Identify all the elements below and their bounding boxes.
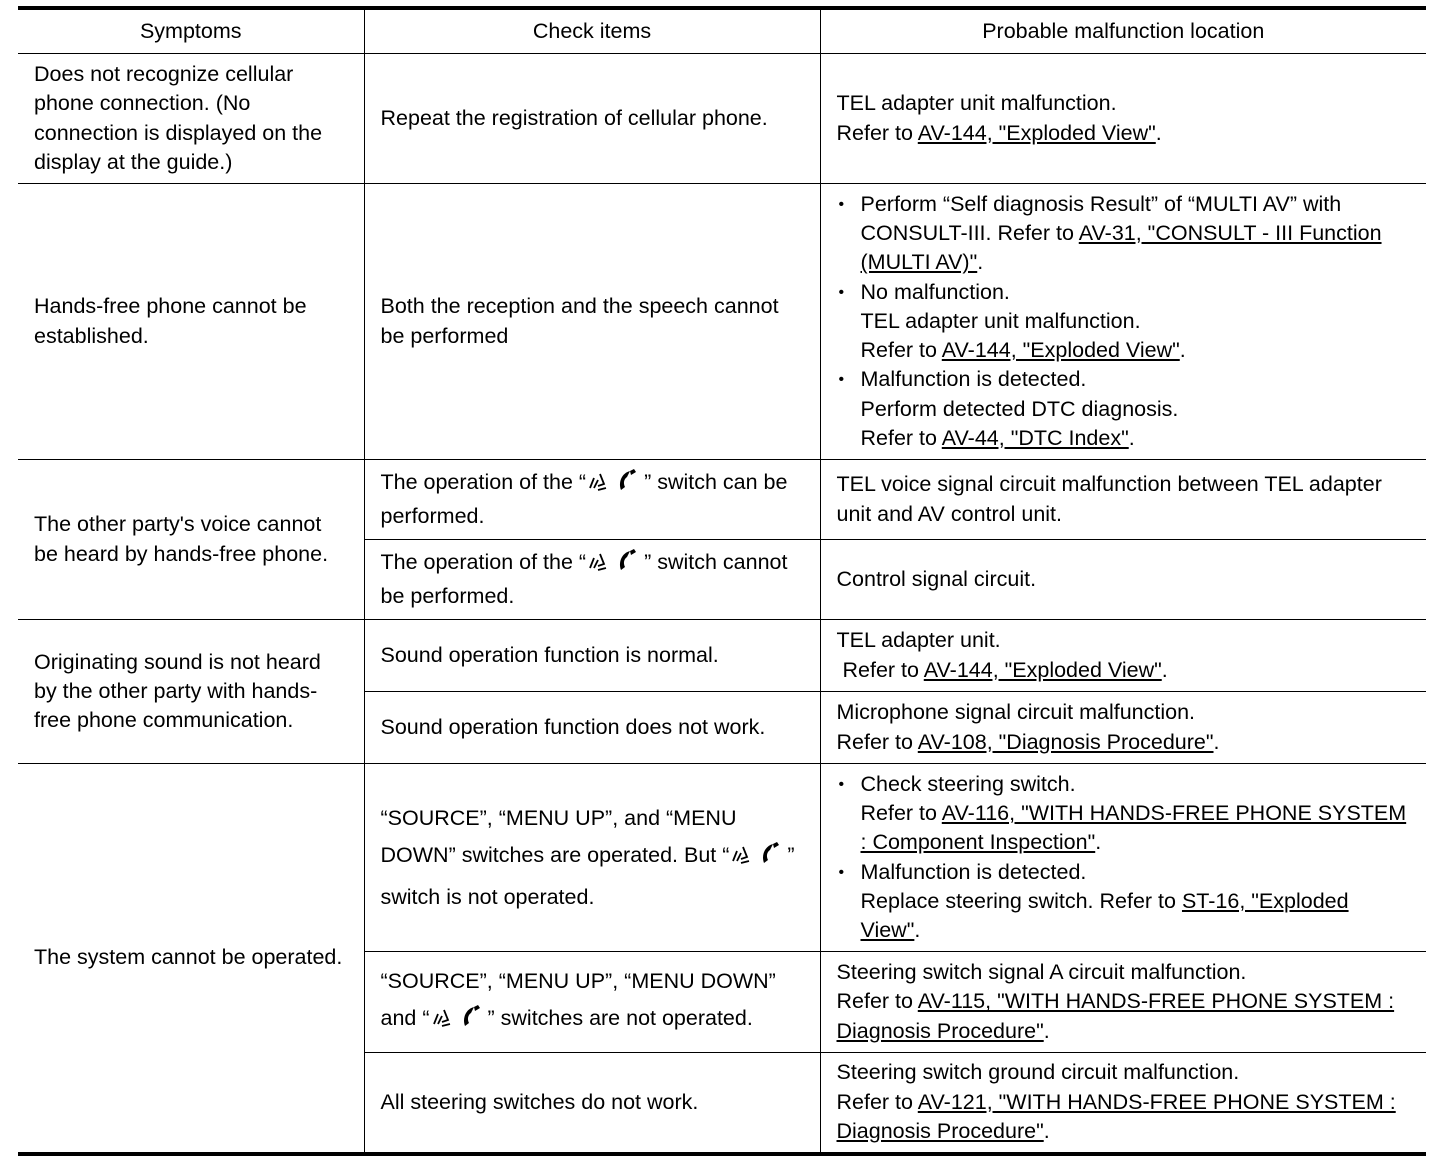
table-row: [18, 620, 1426, 692]
location-text: Perform “Self diagnosis Result” of “MULTI AV” with CONSULT-III. Refer to: [860, 191, 1342, 245]
refer-text: Refer to: [842, 657, 919, 682]
location-cell: [820, 692, 1426, 764]
symptom-cell: Hands-free phone cannot be established.: [18, 184, 364, 460]
location-cell: Control signal circuit.: [820, 540, 1426, 620]
period: .: [1161, 657, 1168, 682]
period: .: [977, 250, 984, 275]
symptom-cell: The system cannot be operated.: [18, 764, 364, 1154]
list-item: [837, 858, 1413, 946]
header-check-items: Check items: [364, 8, 820, 54]
refer-text: Refer to: [836, 729, 913, 754]
check-text: The operation of the “: [380, 469, 587, 494]
table-row: [18, 54, 1426, 184]
period: .: [1043, 1118, 1050, 1143]
refer-text: Refer to: [860, 426, 937, 451]
diagnosis-table: [18, 6, 1426, 1156]
ref-link[interactable]: ST-16, "Exploded View": [860, 888, 1349, 943]
phone-switch-icon: [586, 468, 644, 502]
list-item: [837, 190, 1413, 278]
header-malfunction-location: Probable malfunction location: [820, 8, 1426, 54]
location-cell: [820, 952, 1426, 1053]
ref-link[interactable]: AV-116, "WITH HANDS-FREE PHONE SYSTEM : Component Inspection": [860, 800, 1407, 855]
check-text: ” switches are not operated.: [487, 1005, 753, 1030]
check-text: The operation of the “: [380, 549, 587, 574]
check-cell: Repeat the registration of cellular phone.: [364, 54, 820, 184]
location-text: Steering switch signal A circuit malfunction.: [836, 960, 1247, 985]
ref-link[interactable]: AV-115, "WITH HANDS-FREE PHONE SYSTEM : Diagnosis Procedure": [836, 989, 1395, 1043]
ref-link[interactable]: AV-44, "DTC Index": [941, 426, 1129, 451]
location-text: Perform detected DTC diagnosis.: [860, 396, 1179, 421]
period: .: [1213, 729, 1220, 754]
check-cell: [364, 540, 820, 620]
list-item: [837, 278, 1413, 366]
location-text: • Check steering switch.: [860, 771, 1076, 796]
ref-link[interactable]: AV-31, "CONSULT - III Function (MULTI AV)": [860, 220, 1382, 275]
check-text: “SOURCE”, “MENU UP”, “MENU DOWN” and “: [380, 968, 776, 1030]
location-cell: TEL voice signal circuit malfunction between TEL adapter unit and AV control unit.: [820, 460, 1426, 540]
check-text: ” switch can be performed.: [380, 469, 788, 528]
header-symptoms: Symptoms: [18, 8, 364, 54]
phone-switch-icon: [430, 1004, 488, 1042]
period: .: [1043, 1018, 1050, 1043]
location-text: Replace steering switch. Refer to: [860, 888, 1176, 913]
symptom-cell: Originating sound is not heard by the other party with hands-free phone communication.: [18, 620, 364, 764]
phone-switch-icon: [586, 548, 644, 582]
check-cell: All steering switches do not work.: [364, 1053, 820, 1154]
check-cell: [364, 460, 820, 540]
refer-text: Refer to: [860, 800, 937, 825]
list-item: [837, 770, 1413, 858]
location-cell: [820, 1053, 1426, 1154]
symptom-cell: Does not recognize cellular phone connection. (No connection is displayed on the display at the guide.): [18, 54, 364, 184]
period: .: [1155, 120, 1162, 145]
check-text: ” switch cannot be performed.: [380, 549, 788, 608]
refer-text: Refer to: [836, 1089, 913, 1114]
table-row: [18, 764, 1426, 952]
location-cell: [820, 54, 1426, 184]
location-cell: [820, 620, 1426, 692]
period: .: [1179, 338, 1186, 363]
bullet-list: [837, 770, 1413, 946]
location-text: Steering switch ground circuit malfunction.: [836, 1060, 1240, 1085]
table-header-row: [18, 8, 1426, 54]
ref-link[interactable]: AV-144, "Exploded View": [941, 338, 1180, 363]
check-text: “SOURCE”, “MENU UP”, and “MENU DOWN” switches are operated. But “: [380, 805, 737, 867]
refer-text: Refer to: [836, 120, 913, 145]
table-row: [18, 460, 1426, 540]
ref-link[interactable]: AV-108, "Diagnosis Procedure": [917, 729, 1214, 754]
location-cell: [820, 764, 1426, 952]
location-text: • No malfunction.: [860, 279, 1010, 304]
location-text: TEL adapter unit.: [836, 628, 1001, 653]
check-cell: Sound operation function does not work.: [364, 692, 820, 764]
refer-text: Refer to: [860, 338, 937, 363]
period: .: [1095, 830, 1102, 855]
location-text: Microphone signal circuit malfunction.: [836, 700, 1195, 725]
check-cell: [364, 952, 820, 1053]
list-item: [837, 365, 1413, 453]
bullet-list: [837, 190, 1413, 454]
check-text: ” switch is not operated.: [380, 842, 795, 909]
refer-text: Refer to: [836, 989, 913, 1014]
symptom-cell: The other party's voice cannot be heard by hands-free phone.: [18, 460, 364, 620]
ref-link[interactable]: AV-144, "Exploded View": [917, 120, 1156, 145]
location-text: TEL adapter unit malfunction.: [860, 308, 1141, 333]
table-row: [18, 184, 1426, 460]
check-cell: Sound operation function is normal.: [364, 620, 820, 692]
ref-link[interactable]: AV-144, "Exploded View": [923, 657, 1162, 682]
check-cell: [364, 764, 820, 952]
location-cell: [820, 184, 1426, 460]
period: .: [914, 918, 921, 943]
phone-switch-icon: [729, 841, 787, 879]
check-cell: Both the reception and the speech cannot be performed: [364, 184, 820, 460]
location-text: • Malfunction is detected.: [860, 367, 1087, 392]
location-text: TEL adapter unit malfunction.: [836, 91, 1117, 116]
ref-link[interactable]: AV-121, "WITH HANDS-FREE PHONE SYSTEM : Diagnosis Procedure": [836, 1089, 1396, 1143]
period: .: [1128, 426, 1135, 451]
location-text: • Malfunction is detected.: [860, 859, 1087, 884]
